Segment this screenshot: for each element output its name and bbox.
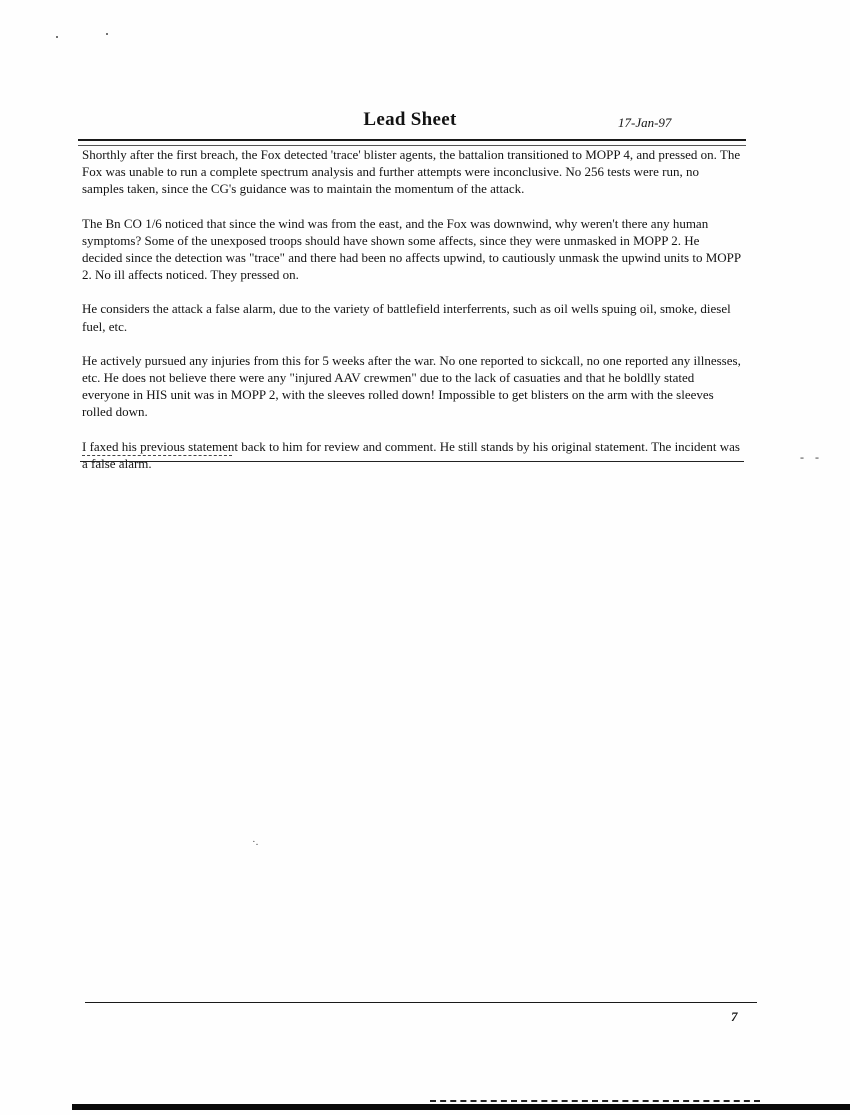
scan-artifact-dot <box>56 36 58 38</box>
page-number: 7 <box>731 1009 738 1024</box>
closing-rule-dashes <box>82 455 232 456</box>
scan-artifact-dashed-line <box>430 1100 760 1102</box>
paragraph: I faxed his previous statement back to him for review and comment. He still stands by his original statement. The incident was a false alarm. <box>82 438 740 471</box>
closing-rule <box>80 461 744 465</box>
document-date: 17-Jan-97 <box>618 115 672 130</box>
document-body <box>82 146 742 489</box>
scan-artifact-mark: ·. <box>252 836 259 848</box>
scan-artifact-dashes: - - <box>800 450 823 464</box>
header-rule <box>78 139 746 146</box>
paragraph: Shorthly after the first breach, the Fox detected 'trace' blister agents, the battalion transitioned to MOPP 4, and pressed on. The Fox was unable to run a complete spectrum analysis and further attempts were inconclusive. No 256 tests were run, no samples taken, since the CG's guidance was to maintain the momentum of the attack. <box>82 147 741 197</box>
paragraph: He considers the attack a false alarm, due to the variety of battlefield interferrents, such as oil wells spuing oil, smoke, diesel fuel, etc. <box>82 301 731 334</box>
paragraph: The Bn CO 1/6 noticed that since the wind was from the east, and the Fox was downwind, why weren't there any human symptoms? Some of the unexposed troops should have shown some affects, since they were unmasked in MOPP 2. He decided since the detection was "trace" and there had been no affects upwind, to cautiously unmask the upwind units to MOPP 2. No ill affects noticed. They pressed on. <box>82 215 741 283</box>
scan-artifact-dot <box>106 33 108 35</box>
scan-edge-bar <box>72 1104 850 1110</box>
footer-rule <box>85 1002 757 1003</box>
paragraph: He actively pursued any injuries from this for 5 weeks after the war. No one reported to sickcall, no one reported any illnesses, etc. He does not believe there were any "injured AAV crewmen" due to the lack of casuaties and that he boldlly stated everyone in HIS unit was in MOPP 2, with the sleeves rolled down! Impossible to get blisters on the arm with the sleeves rolled down. <box>82 352 741 420</box>
page-title: Lead Sheet <box>363 109 457 130</box>
